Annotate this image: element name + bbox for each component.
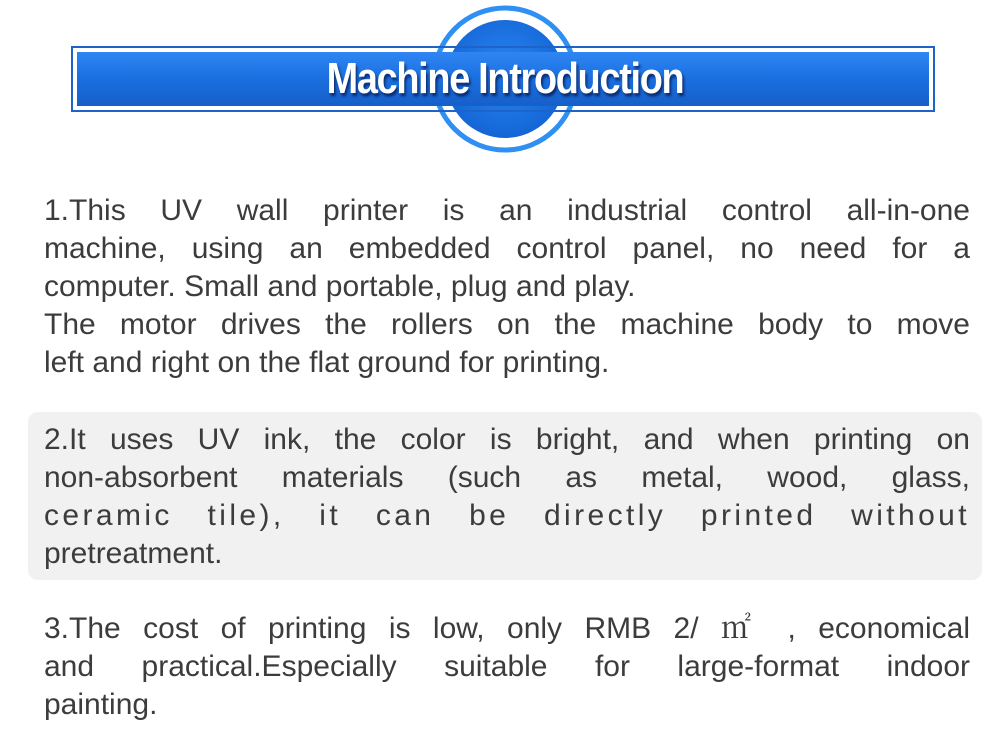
paragraph-line: computer. Small and portable, plug and play. bbox=[44, 270, 636, 303]
paragraph-line: and practical.Especially suitable for large-format indoor bbox=[44, 650, 970, 683]
page-title: Machine Introduction bbox=[326, 54, 684, 103]
intro-paragraph-1 bbox=[44, 192, 970, 382]
paragraph-line: machine, using an embedded control panel, no need for a bbox=[44, 232, 970, 265]
intro-paragraph-3 bbox=[44, 610, 970, 724]
paragraph-line: non-absorbent materials (such as metal, wood, glass, bbox=[44, 461, 970, 494]
paragraph-line: The motor drives the rollers on the machine body to move bbox=[44, 308, 970, 341]
title-banner bbox=[0, 0, 1000, 160]
paragraph-line: 3.The cost of printing is low, only RMB 2/ ㎡ , economical bbox=[44, 612, 970, 645]
paragraph-line: 2.It uses UV ink, the color is bright, and when printing on bbox=[44, 423, 970, 456]
paragraph-line: left and right on the flat ground for printing. bbox=[44, 346, 610, 379]
paragraph-line: 1.This UV wall printer is an industrial control all-in-one bbox=[44, 194, 970, 227]
paragraph-line: ceramic tile), it can be directly printed without bbox=[44, 499, 970, 532]
intro-paragraph-2 bbox=[44, 421, 970, 573]
paragraph-line: painting. bbox=[44, 688, 158, 721]
paragraph-line: pretreatment. bbox=[44, 537, 223, 570]
